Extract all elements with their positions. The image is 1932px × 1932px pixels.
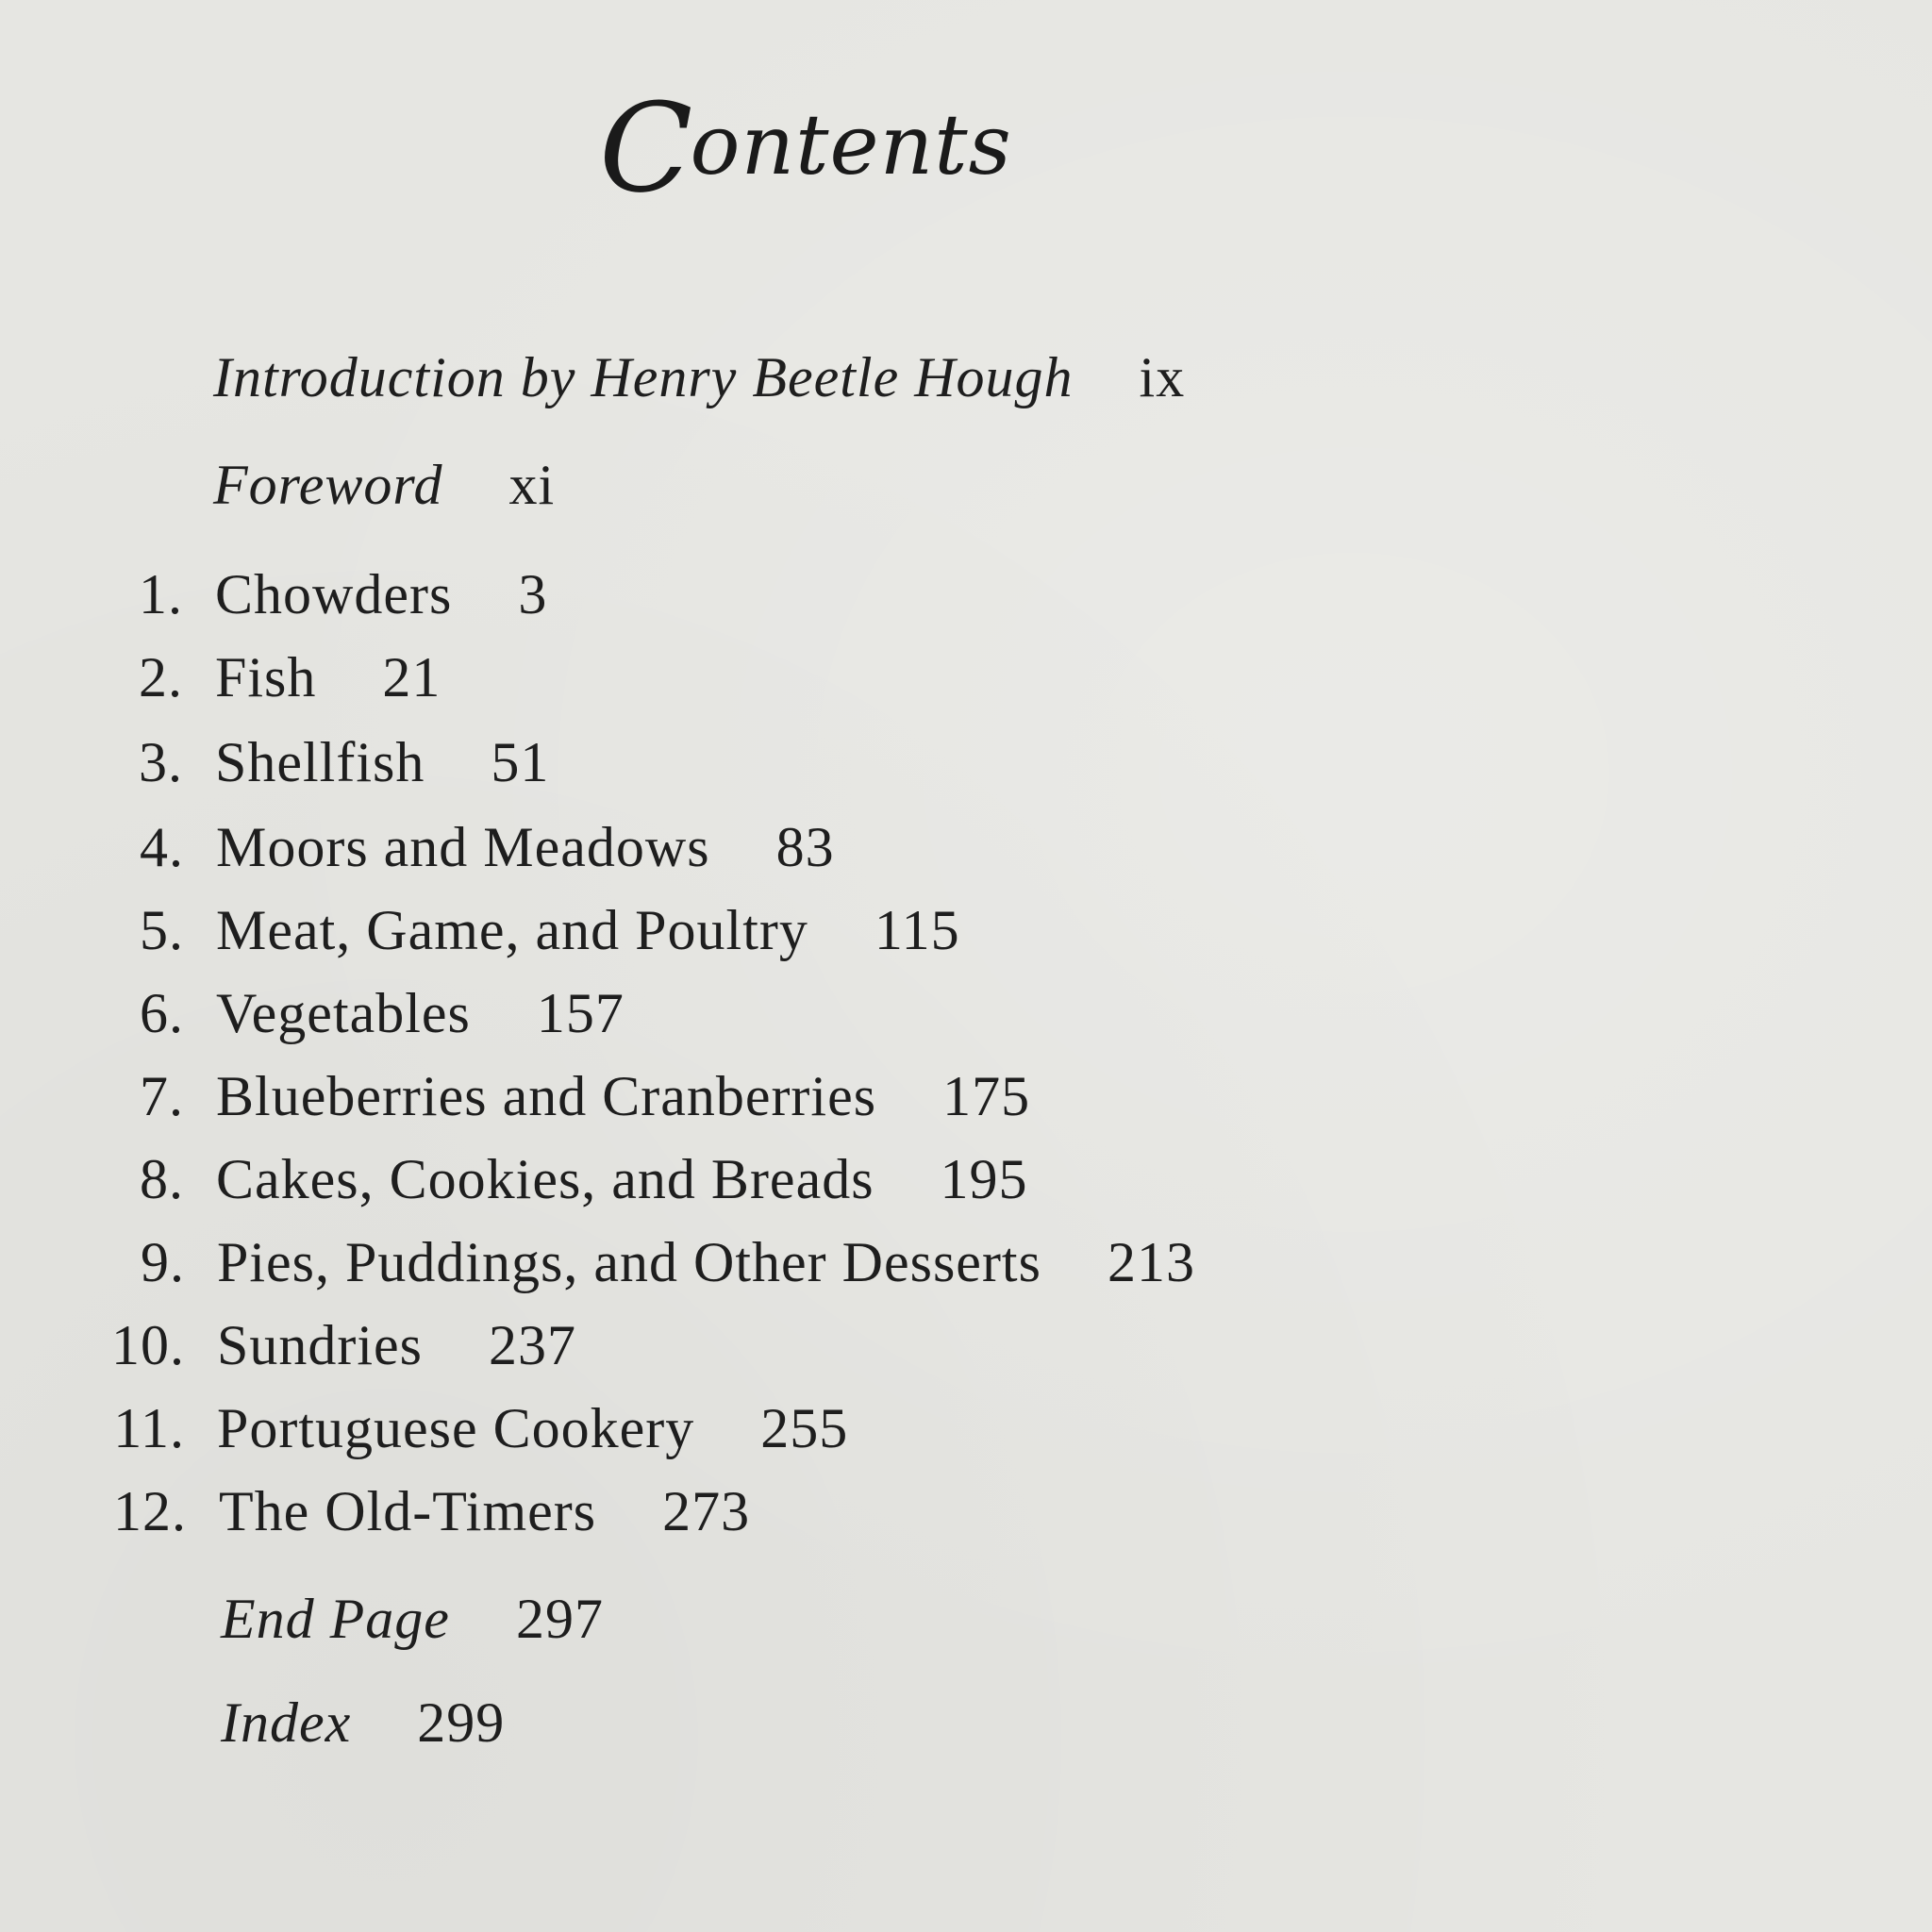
chapter-title: Fish (215, 646, 317, 708)
chapter-title: Pies, Puddings, and Other Desserts (217, 1231, 1041, 1293)
toc-chapter-3 (139, 731, 550, 793)
chapter-number: 7. (140, 1065, 184, 1127)
toc-chapter-11 (113, 1397, 849, 1459)
chapter-title: Vegetables (216, 982, 471, 1044)
toc-chapter-2 (139, 646, 441, 708)
chapter-number: 8. (140, 1148, 184, 1210)
title-initial: C (599, 76, 694, 220)
toc-entry-label: Foreword (213, 454, 443, 516)
chapter-title: Cakes, Cookies, and Breads (216, 1148, 874, 1210)
toc-chapter-4 (140, 816, 835, 878)
chapter-page: 213 (1107, 1231, 1195, 1293)
chapter-page: 255 (760, 1397, 849, 1459)
chapter-title: Moors and Meadows (216, 816, 710, 878)
chapter-page: 195 (940, 1148, 1028, 1210)
chapter-title: The Old-Timers (219, 1480, 597, 1542)
page-title (599, 76, 1012, 220)
toc-entry-foreword (213, 454, 556, 516)
chapter-number: 6. (140, 982, 184, 1044)
toc-entry-end-page (221, 1588, 604, 1650)
chapter-number: 3. (139, 731, 183, 793)
chapter-number: 10. (111, 1314, 185, 1376)
toc-entry-page: 299 (417, 1691, 506, 1754)
toc-chapter-6 (140, 982, 625, 1044)
chapter-number: 11. (113, 1397, 185, 1459)
chapter-page: 157 (536, 982, 625, 1044)
chapter-page: 237 (489, 1314, 576, 1376)
chapter-page: 115 (874, 899, 960, 961)
chapter-page: 21 (382, 646, 441, 708)
title-rest: ontents (690, 96, 1012, 193)
toc-chapter-12 (113, 1480, 751, 1542)
chapter-page: 273 (662, 1480, 751, 1542)
chapter-number: 1. (139, 563, 183, 625)
chapter-page: 51 (491, 731, 550, 793)
chapter-title: Chowders (215, 563, 453, 625)
toc-chapter-8 (140, 1148, 1028, 1210)
toc-chapter-9 (141, 1231, 1195, 1293)
chapter-page: 3 (518, 563, 548, 625)
chapter-number: 4. (140, 816, 184, 878)
toc-entry-page: 297 (515, 1588, 604, 1650)
chapter-title: Shellfish (215, 731, 425, 793)
toc-entry-page: xi (508, 454, 556, 516)
toc-chapter-1 (139, 563, 548, 625)
toc-chapter-10 (111, 1314, 576, 1376)
chapter-page: 83 (775, 816, 835, 878)
chapter-number: 2. (139, 646, 183, 708)
chapter-page: 175 (942, 1065, 1031, 1127)
chapter-number: 5. (140, 899, 184, 961)
chapter-title: Blueberries and Cranberries (216, 1065, 877, 1127)
toc-entry-page: ix (1139, 346, 1186, 408)
chapter-title: Meat, Game, and Poultry (216, 899, 808, 961)
toc-entry-label: End Page (221, 1588, 450, 1650)
chapter-number: 12. (113, 1480, 187, 1542)
chapter-title: Portuguese Cookery (217, 1397, 695, 1459)
chapter-title: Sundries (217, 1314, 423, 1376)
toc-chapter-7 (140, 1065, 1031, 1127)
toc-entry-index (221, 1691, 506, 1754)
chapter-number: 9. (141, 1231, 185, 1293)
toc-entry-introduction (213, 346, 1186, 408)
toc-chapter-5 (140, 899, 960, 961)
toc-entry-label: Introduction by Henry Beetle Hough (213, 346, 1074, 408)
toc-entry-label: Index (221, 1691, 352, 1754)
